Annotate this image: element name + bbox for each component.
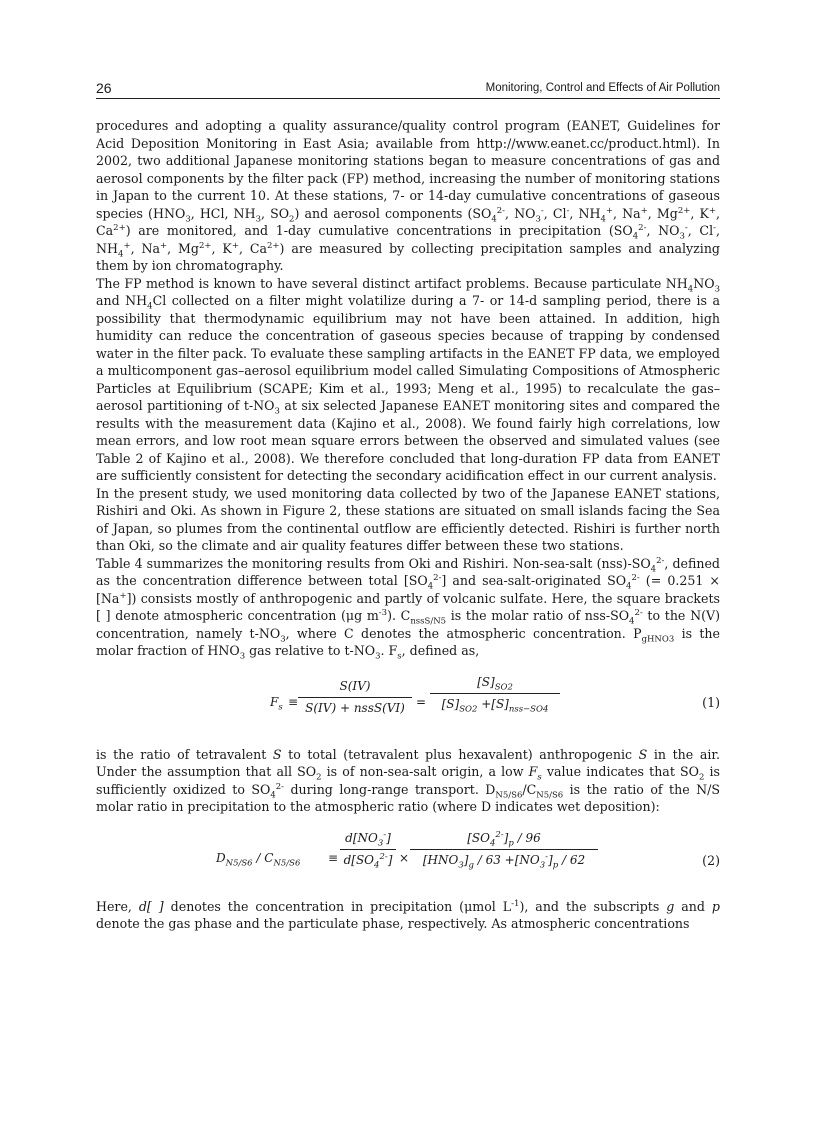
paragraph-3: In the present study, we used monitoring data collected by two of the Japanese EANET stations, Rishiri and Oki. As shown in Figure 2, these stations are situated on small islands facing the Sea of Japan, so plumes from the continental outflow are efficiently detected. Rishiri is further north than Oki, so the climate and air quality features differ between these two stations. <box>96 485 720 553</box>
paragraph-1: procedures and adopting a quality assurance/quality control program (EANET, Guidelines for Acid Deposition Monitoring in East Asia; available from http://www.eanet.cc/product.html). In 2002, two additional Japanese monitoring stations began to measure concentrations of gas and aerosol components by the filter pack (FP) method, increasing the number of monitoring stations in Japan to the current 10. At these stations, 7- or 14-day cumulative concentrations of gaseous species ($HNO_3$, HCl, $NH_3$, $SO_2$) and aerosol components ($SO_4^{2-}$, $NO_3^-$, Cl-, $NH_4^+$, Na+, $Mg^{2+}$, K+, $Ca^{2+}$) are monitored, and 1-day cumulative concentrations in precipitation ($SO_4^{2-}$, $NO_3^-$, Cl-, $NH_4^+$, Na+, $Mg^{2+}$, K+, $Ca^{2+}$) are measured by collecting precipitation samples and analyzing them by ion chromatography. <box>96 118 720 273</box>
eq1-fraction-1: S(IV) S(IV) + nssS(VI) <box>298 678 412 718</box>
page-header <box>96 78 720 99</box>
paragraph-2: The FP method is known to have several distinct artifact problems. Because particulate $NH_4NO_3$ and $NH_4Cl$ collected on a filter might volatilize during a 7- or 14-d sampling period, there is a possibility that thermodynamic equilibrium may not have been attained. In addition, high humidity can reduce the concentration of gaseous species because of trapping by condensed water in the filter pack. To evaluate these sampling artifacts in the EANET FP data, we employed a multicomponent gas–aerosol equilibrium model called Simulating Compositions of Atmospheric Particles at Equilibrium (SCAPE; Kim et al., 1993; Meng et al., 1995) to recalculate the gas–aerosol partitioning of $t-NO_3$ at six selected Japanese EANET monitoring sites and compared the results with the measurement data (Kajino et al., 2008). We found fairly high correlations, low mean errors, and low root mean square errors between the observed and simulated values (see Table 2 of Kajino et al., 2008). We therefore concluded that long-duration FP data from EANET are sufficiently consistent for detecting the secondary acidification effect in our current analysis. <box>96 275 720 483</box>
paragraph-4: Table 4 summarizes the monitoring results from Oki and Rishiri. Non-sea-salt $(nss)-SO_4^{2-}$, defined as the concentration difference between total $[SO_4^{2-}]$ and sea-salt-originated $SO_4^{2-}$ (= 0.251 × [Na+]) consists mostly of anthropogenic and partly of volcanic sulfate. Here, the square brackets [ ] denote atmospheric concentration (μg $m^{-3}$). $C_{nssS/N5}$ is the molar ratio of nss-$SO_4^{2-}$ to the N(V) concentration, namely $t-NO_3$, where C denotes the atmospheric concentration. $P_{gHNO3}$ is the molar fraction of $HNO_3$ gas relative to $t-NO_3$. $F_s$, defined as, <box>96 555 721 662</box>
eq2-lhs: $D_{N5/S6} / C_{N5/S6}$ <box>216 850 301 868</box>
eq2-fraction-1: $\frac{d[NO_3^-]}{d[SO_4^{2-}]}$ <box>340 830 396 870</box>
paragraph-5: is the ratio of tetravalent S to total (tetravalent plus hexavalent) anthropogenic S in the air. Under the assumption that all $SO_2$ is of non-sea-salt origin, a low $F_s$ value indicates that $SO_2$ is sufficiently oxidized to $SO_4^{2-}$ during long-range transport. $D_{N5/S6}/C_{N5/S6}$ is the ratio of the N/S molar ratio in precipitation to the atmospheric ratio (where D indicates wet deposition): <box>96 746 721 814</box>
eq2-number: (2) <box>702 852 720 868</box>
eq1-equals: = <box>416 694 427 709</box>
eq1-number: (1) <box>702 694 720 710</box>
paragraph-6: Here, d[ ] denotes the concentration in precipitation (μmol $L^{-1}$), and the subscripts g and p denote the gas phase and the particulate phase, respectively. As atmospheric concentrations <box>96 898 720 931</box>
article-body <box>96 117 720 933</box>
eq2-fraction-2: $[SO_4^{2-}]_p / 96$ $[HNO_3]_g / 63 +[NO_3^-]_p / 62$ <box>410 830 598 870</box>
page-number: 26 <box>96 80 112 96</box>
eq2-times: × <box>399 850 410 865</box>
eq1-lhs: $F_s$ <box>270 694 283 712</box>
eq1-equiv: ≡ <box>288 694 299 709</box>
running-title: Monitoring, Control and Effects of Air Pollution <box>485 82 720 94</box>
eq1-fraction-2: $[S]_{SO2}$ $[S]_{SO2} +[S]_{nss-SO4}$ <box>430 674 560 714</box>
eq2-equiv: ≡ <box>328 850 339 865</box>
equation-2 <box>96 826 720 890</box>
equation-1 <box>96 668 720 740</box>
